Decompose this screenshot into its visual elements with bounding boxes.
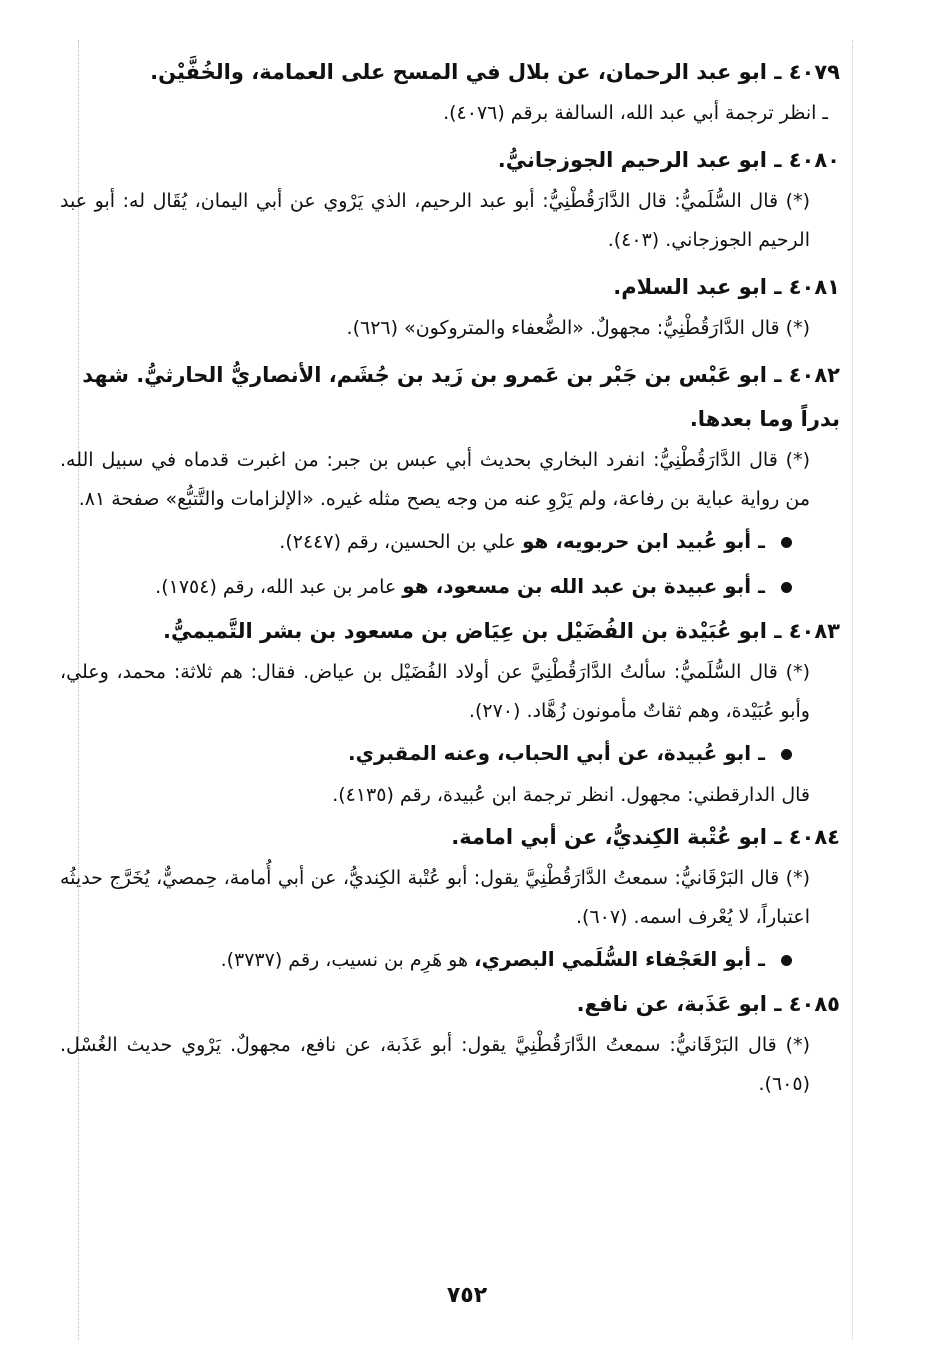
cross-reference [60, 564, 840, 609]
entry-4081 [60, 265, 840, 348]
bullet-icon [781, 749, 792, 760]
entry-note: (*) قال الدَّارَقُطْنِيُّ: مجهولٌ. «الضُّعفاء والمتروكون» (٦٢٦). [346, 317, 810, 339]
entry-4084 [60, 815, 840, 937]
entry-note: (*) قال السُّلَميُّ: سألتُ الدَّارَقُطْنِيَّ عن أولاد الفُضَيْل بن عياض. فقال: هم ثلاثة: محمد، وعلي، وأبو عُبَيْدة، وهم ثقاتٌ مأمونون زُهَّاد. (٢٧٠). [60, 661, 810, 722]
entry-4083 [60, 609, 840, 731]
cross-reference [60, 519, 840, 564]
entry-4082 [60, 353, 840, 519]
entry-heading: ٤٠٨٤ ـ ابو عُتْبة الكِنديُّ، عن أبي امامة. [451, 825, 840, 849]
entry-note: (*) قال الدَّارَقُطْنِيُّ: انفرد البخاري بحديث أبي عبس بن جبر: من اغبرت قدماه في سبيل الله. من رواية عباية بن رفاعة، ولم يَرْوِ عنه من وجه يصح مثله غيره. «الإلزامات والتَّتبُّع» صفحة ٨١. [60, 449, 810, 510]
reference-name: ـ ابو عُبيدة، عن أبي الحباب، وعنه المقبري. [348, 741, 765, 765]
entry-note: ـ انظر ترجمة أبي عبد الله، السالفة برقم (٤٠٧٦). [443, 102, 828, 124]
bullet-icon [781, 955, 792, 966]
entry-heading: ٤٠٧٩ ـ ابو عبد الرحمان، عن بلال في المسح على العمامة، والخُفَّيْن. [150, 60, 840, 84]
cross-reference [60, 937, 840, 982]
bullet-icon [781, 537, 792, 548]
entry-note: (*) قال السُّلَميُّ: قال الدَّارَقُطْنِيُّ: أبو عبد الرحيم، الذي يَرْوي عن أبي اليمان، يُقَال له: أبو عبد الرحيم الجوزجاني. (٤٠٣). [60, 190, 810, 251]
page-edge-dots-right [852, 40, 853, 1340]
reference-target: علي بن الحسين، رقم (٢٤٤٧). [279, 531, 516, 553]
entry-heading: ٤٠٨٣ ـ ابو عُبَيْدة بن الفُضَيْل بن عِيَاض بن مسعود بن بشر التَّميميُّ. [163, 619, 840, 643]
reference-target: هو هَرِم بن نسيب، رقم (٣٧٣٧). [220, 949, 468, 971]
entry-heading: ٤٠٨٠ ـ ابو عبد الرحيم الجوزجانيُّ. [497, 148, 840, 172]
entry-note: (*) قال البَرْقَانيُّ: سمعتُ الدَّارَقُطْنِيَّ يقول: أبو عَذَبة، عن نافع، مجهولٌ. يَرْوي حديث الغُسْل. (٦٠٥). [60, 1034, 810, 1095]
reference-note: قال الدارقطني: مجهول. انظر ترجمة ابن عُبيدة، رقم (٤١٣٥). [332, 784, 810, 806]
document-page [60, 50, 840, 1104]
bullet-icon [781, 582, 792, 593]
cross-reference [60, 731, 840, 776]
reference-name: ـ أبو عبيدة بن عبد الله بن مسعود، هو [402, 574, 765, 598]
reference-target: عامر بن عبد الله، رقم (١٧٥٤). [155, 576, 397, 598]
entry-note: (*) قال البَرْقَانيُّ: سمعتُ الدَّارَقُطْنِيَّ يقول: أبو عُتْبة الكِنديُّ، عن أبي أُمامة، حِمصيٌّ، يُخَرَّج حديثُه اعتباراً، لا يُعْرف اسمه. (٦٠٧). [60, 867, 810, 928]
entry-heading: ٤٠٨٢ ـ ابو عَبْس بن جَبْر بن عَمرو بن زَيد بن جُشَم، الأنصاريُّ الحارثيُّ. شهد بدراً وما بعدها. [82, 363, 840, 431]
entry-4079 [60, 50, 840, 133]
entry-heading: ٤٠٨٥ ـ ابو عَذَبة، عن نافع. [576, 992, 840, 1016]
reference-name: ـ أبو العَجْفاء السُّلَمي البصري، [474, 947, 765, 971]
entry-4080 [60, 138, 840, 260]
entry-4085 [60, 982, 840, 1104]
page-number: ٧٥٢ [446, 1283, 488, 1308]
reference-name: ـ أبو عُبيد ابن حربويه، هو [521, 529, 765, 553]
entry-heading: ٤٠٨١ ـ ابو عبد السلام. [613, 275, 840, 299]
